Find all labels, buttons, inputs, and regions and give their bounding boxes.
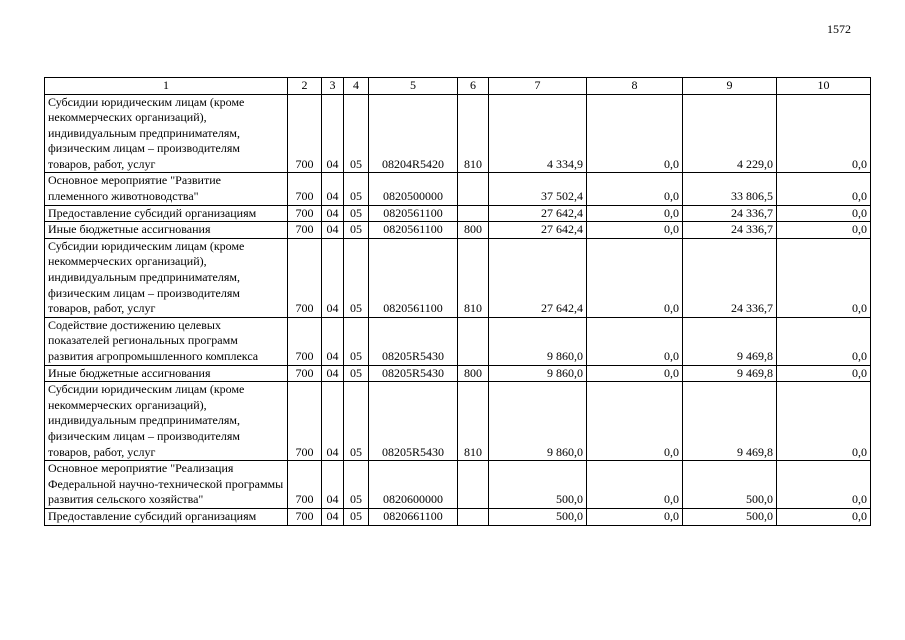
podrazdel-cell: 05 bbox=[344, 365, 369, 382]
amount-cell: 37 502,4 bbox=[489, 173, 587, 205]
amount-cell: 9 469,8 bbox=[683, 365, 777, 382]
column-header: 7 bbox=[489, 78, 587, 95]
table-row bbox=[45, 382, 871, 461]
amount-cell: 0,0 bbox=[777, 461, 871, 509]
table-row bbox=[45, 508, 871, 525]
amount-cell: 0,0 bbox=[777, 508, 871, 525]
razdel-cell: 04 bbox=[322, 508, 344, 525]
glava-cell: 700 bbox=[288, 238, 322, 317]
row-name-cell: Предоставление субсидий организациям bbox=[45, 205, 288, 222]
podrazdel-cell: 05 bbox=[344, 317, 369, 365]
glava-cell: 700 bbox=[288, 205, 322, 222]
row-name-cell: Содействие достижению целевых показателей региональных программ развития агропромышленного комплекса bbox=[45, 317, 288, 365]
glava-cell: 700 bbox=[288, 508, 322, 525]
expense-type-cell bbox=[458, 508, 489, 525]
row-name-cell: Иные бюджетные ассигнования bbox=[45, 222, 288, 239]
amount-cell: 24 336,7 bbox=[683, 238, 777, 317]
amount-cell: 9 860,0 bbox=[489, 365, 587, 382]
budget-table bbox=[44, 77, 871, 526]
column-header: 2 bbox=[288, 78, 322, 95]
amount-cell: 0,0 bbox=[587, 205, 683, 222]
table-row bbox=[45, 238, 871, 317]
target-article-cell: 0820661100 bbox=[369, 508, 458, 525]
amount-cell: 27 642,4 bbox=[489, 205, 587, 222]
amount-cell: 0,0 bbox=[777, 94, 871, 173]
glava-cell: 700 bbox=[288, 382, 322, 461]
expense-type-cell: 810 bbox=[458, 382, 489, 461]
column-header: 5 bbox=[369, 78, 458, 95]
expense-type-cell bbox=[458, 173, 489, 205]
target-article-cell: 0820500000 bbox=[369, 173, 458, 205]
razdel-cell: 04 bbox=[322, 461, 344, 509]
amount-cell: 24 336,7 bbox=[683, 205, 777, 222]
razdel-cell: 04 bbox=[322, 94, 344, 173]
row-name-cell: Субсидии юридическим лицам (кроме некоммерческих организаций), индивидуальным предпринимателям, физическим лицам – производителям товаров, работ, услуг bbox=[45, 94, 288, 173]
table-row bbox=[45, 461, 871, 509]
expense-type-cell: 810 bbox=[458, 238, 489, 317]
amount-cell: 0,0 bbox=[777, 365, 871, 382]
amount-cell: 0,0 bbox=[777, 205, 871, 222]
target-article-cell: 0820561100 bbox=[369, 238, 458, 317]
table-row bbox=[45, 173, 871, 205]
amount-cell: 500,0 bbox=[489, 461, 587, 509]
target-article-cell: 08205R5430 bbox=[369, 365, 458, 382]
amount-cell: 500,0 bbox=[489, 508, 587, 525]
razdel-cell: 04 bbox=[322, 173, 344, 205]
row-name-cell: Основное мероприятие "Реализация Федеральной научно-технической программы развития сельского хозяйства" bbox=[45, 461, 288, 509]
glava-cell: 700 bbox=[288, 317, 322, 365]
table-row bbox=[45, 94, 871, 173]
table-row bbox=[45, 365, 871, 382]
amount-cell: 0,0 bbox=[777, 222, 871, 239]
header-row bbox=[45, 78, 871, 95]
amount-cell: 9 860,0 bbox=[489, 317, 587, 365]
glava-cell: 700 bbox=[288, 173, 322, 205]
razdel-cell: 04 bbox=[322, 382, 344, 461]
amount-cell: 27 642,4 bbox=[489, 222, 587, 239]
podrazdel-cell: 05 bbox=[344, 205, 369, 222]
amount-cell: 0,0 bbox=[587, 508, 683, 525]
amount-cell: 0,0 bbox=[587, 238, 683, 317]
row-name-cell: Субсидии юридическим лицам (кроме некоммерческих организаций), индивидуальным предпринимателям, физическим лицам – производителям товаров, работ, услуг bbox=[45, 382, 288, 461]
amount-cell: 0,0 bbox=[777, 382, 871, 461]
podrazdel-cell: 05 bbox=[344, 173, 369, 205]
column-header: 4 bbox=[344, 78, 369, 95]
target-article-cell: 0820561100 bbox=[369, 222, 458, 239]
column-header: 3 bbox=[322, 78, 344, 95]
expense-type-cell bbox=[458, 317, 489, 365]
podrazdel-cell: 05 bbox=[344, 461, 369, 509]
column-header: 6 bbox=[458, 78, 489, 95]
row-name-cell: Субсидии юридическим лицам (кроме некоммерческих организаций), индивидуальным предпринимателям, физическим лицам – производителям товаров, работ, услуг bbox=[45, 238, 288, 317]
amount-cell: 500,0 bbox=[683, 461, 777, 509]
razdel-cell: 04 bbox=[322, 238, 344, 317]
razdel-cell: 04 bbox=[322, 222, 344, 239]
amount-cell: 0,0 bbox=[587, 365, 683, 382]
row-name-cell: Иные бюджетные ассигнования bbox=[45, 365, 288, 382]
expense-type-cell: 800 bbox=[458, 365, 489, 382]
table-body bbox=[45, 94, 871, 525]
glava-cell: 700 bbox=[288, 222, 322, 239]
expense-type-cell: 810 bbox=[458, 94, 489, 173]
amount-cell: 0,0 bbox=[777, 173, 871, 205]
amount-cell: 24 336,7 bbox=[683, 222, 777, 239]
amount-cell: 0,0 bbox=[587, 94, 683, 173]
glava-cell: 700 bbox=[288, 94, 322, 173]
amount-cell: 9 860,0 bbox=[489, 382, 587, 461]
amount-cell: 0,0 bbox=[777, 238, 871, 317]
expense-type-cell: 800 bbox=[458, 222, 489, 239]
amount-cell: 27 642,4 bbox=[489, 238, 587, 317]
podrazdel-cell: 05 bbox=[344, 238, 369, 317]
table-row bbox=[45, 222, 871, 239]
podrazdel-cell: 05 bbox=[344, 94, 369, 173]
podrazdel-cell: 05 bbox=[344, 508, 369, 525]
page-number: 1572 bbox=[827, 22, 851, 36]
glava-cell: 700 bbox=[288, 461, 322, 509]
amount-cell: 4 334,9 bbox=[489, 94, 587, 173]
target-article-cell: 0820600000 bbox=[369, 461, 458, 509]
amount-cell: 0,0 bbox=[587, 222, 683, 239]
amount-cell: 4 229,0 bbox=[683, 94, 777, 173]
amount-cell: 33 806,5 bbox=[683, 173, 777, 205]
target-article-cell: 0820561100 bbox=[369, 205, 458, 222]
expense-type-cell bbox=[458, 461, 489, 509]
amount-cell: 0,0 bbox=[587, 173, 683, 205]
amount-cell: 500,0 bbox=[683, 508, 777, 525]
column-header: 1 bbox=[45, 78, 288, 95]
glava-cell: 700 bbox=[288, 365, 322, 382]
amount-cell: 0,0 bbox=[587, 461, 683, 509]
table-row bbox=[45, 317, 871, 365]
row-name-cell: Основное мероприятие "Развитие племенного животноводства" bbox=[45, 173, 288, 205]
column-header: 9 bbox=[683, 78, 777, 95]
column-header: 8 bbox=[587, 78, 683, 95]
target-article-cell: 08205R5430 bbox=[369, 317, 458, 365]
expense-type-cell bbox=[458, 205, 489, 222]
razdel-cell: 04 bbox=[322, 317, 344, 365]
amount-cell: 9 469,8 bbox=[683, 317, 777, 365]
amount-cell: 0,0 bbox=[587, 317, 683, 365]
razdel-cell: 04 bbox=[322, 205, 344, 222]
target-article-cell: 08205R5430 bbox=[369, 382, 458, 461]
amount-cell: 0,0 bbox=[777, 317, 871, 365]
row-name-cell: Предоставление субсидий организациям bbox=[45, 508, 288, 525]
amount-cell: 0,0 bbox=[587, 382, 683, 461]
amount-cell: 9 469,8 bbox=[683, 382, 777, 461]
podrazdel-cell: 05 bbox=[344, 382, 369, 461]
razdel-cell: 04 bbox=[322, 365, 344, 382]
table-row bbox=[45, 205, 871, 222]
column-header: 10 bbox=[777, 78, 871, 95]
target-article-cell: 08204R5420 bbox=[369, 94, 458, 173]
podrazdel-cell: 05 bbox=[344, 222, 369, 239]
